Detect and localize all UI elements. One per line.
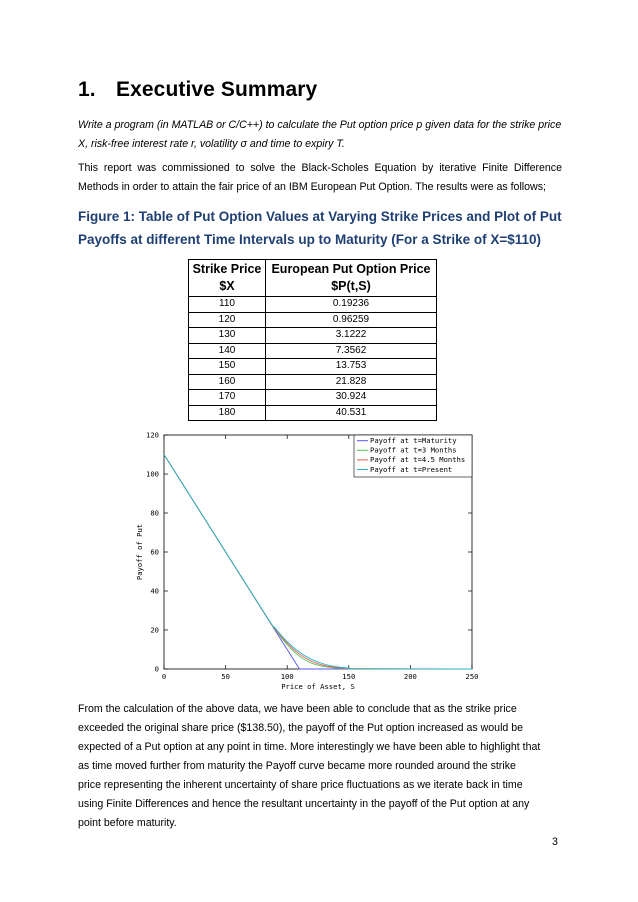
conclusion-line-3: expected of a Put option at any point in time. More interestingly we have been able to highlight that	[78, 741, 541, 753]
header-line: $P(t,S)	[331, 279, 371, 293]
intro-line-2: Methods in order to attain the fair price of an IBM European Put Option. The results were as follows;	[78, 181, 546, 193]
table-row	[189, 328, 437, 344]
series-line-4	[164, 455, 472, 670]
conclusion-paragraph	[78, 700, 562, 833]
table-row	[189, 297, 437, 313]
y-tick-label: 120	[146, 430, 159, 440]
y-tick-label: 0	[154, 664, 159, 674]
conclusion-line-5: price representing the inherent uncertainty of share price fluctuations as we iterate back in time	[78, 779, 523, 791]
section-heading	[78, 78, 317, 102]
legend-label: Payoff at t=Present	[370, 464, 453, 474]
header-line: Strike Price	[192, 262, 262, 276]
y-axis-label: Payoff of Put	[135, 523, 144, 581]
y-tick-label: 80	[150, 508, 159, 518]
section-title: Executive Summary	[116, 78, 318, 101]
legend-label: Payoff at t=3 Months	[370, 445, 457, 455]
legend-label: Payoff at t=Maturity	[370, 436, 457, 445]
legend-label: Payoff at t=4.5 Months	[370, 455, 466, 465]
price-cell: 40.531	[266, 405, 437, 421]
table-header-row	[189, 260, 437, 297]
y-tick-label: 100	[146, 469, 159, 479]
strike-price-header	[189, 260, 266, 297]
price-cell: 0.19236	[266, 297, 437, 313]
price-cell: 3.1222	[266, 328, 437, 344]
payoff-chart	[118, 428, 480, 696]
price-cell: 30.924	[266, 390, 437, 406]
task-prompt: Write a program (in MATLAB or C/C++) to calculate the Put option price p given data for the strike price X, risk-free interest rate r, volatility σ and time to expiry T.	[78, 119, 562, 150]
strike-cell: 110	[189, 297, 266, 313]
strike-cell: 120	[189, 312, 266, 328]
conclusion-line-6: using Finite Differences and hence the resultant uncertainty in the payoff of the Put option at any	[78, 798, 530, 810]
strike-cell: 150	[189, 359, 266, 375]
section-number: 1.	[78, 78, 96, 101]
put-price-header	[266, 260, 437, 297]
table-row	[189, 374, 437, 390]
strike-cell: 140	[189, 343, 266, 359]
x-tick-label: 200	[403, 672, 417, 681]
x-tick-label: 250	[465, 672, 479, 681]
series-line-1	[164, 455, 472, 670]
intro-paragraph	[78, 159, 562, 197]
x-tick-label: 100	[280, 672, 294, 681]
conclusion-line-7: point before maturity.	[78, 817, 177, 829]
x-tick-label: 0	[161, 672, 167, 681]
header-line: $X	[219, 279, 235, 293]
table-row	[189, 405, 437, 421]
strike-cell: 160	[189, 374, 266, 390]
conclusion-line-1: From the calculation of the above data, we have been able to conclude that as the strike price	[78, 703, 517, 715]
table-row	[189, 312, 437, 328]
table-row	[189, 390, 437, 406]
strike-cell: 170	[189, 390, 266, 406]
y-tick-label: 60	[150, 547, 159, 557]
series-line-2	[164, 455, 472, 670]
price-cell: 13.753	[266, 359, 437, 375]
table-row	[189, 343, 437, 359]
price-cell: 0.96259	[266, 312, 437, 328]
price-cell: 7.3562	[266, 343, 437, 359]
figure-title: Figure 1: Table of Put Option Values at Varying Strike Prices and Plot of Put Payoffs at different Time Intervals up to Maturity (For a Strike of X=$110)	[78, 209, 562, 247]
table-row	[189, 359, 437, 375]
x-tick-label: 150	[342, 672, 356, 681]
strike-cell: 180	[189, 405, 266, 421]
conclusion-line-2: exceeded the original share price ($138.50), the payoff of the Put option increased as would be	[78, 722, 524, 734]
series-line-3	[164, 455, 472, 670]
price-cell: 21.828	[266, 374, 437, 390]
strike-cell: 130	[189, 328, 266, 344]
header-line: European Put Option Price	[271, 262, 431, 276]
put-price-table	[188, 259, 437, 421]
x-axis-label: Price of Asset, S	[281, 682, 355, 691]
intro-line-1: This report was commissioned to solve the Black-Scholes Equation by iterative Finite Difference	[78, 162, 562, 174]
conclusion-line-4: as time moved further from maturity the Payoff curve became more rounded around the strike	[78, 760, 516, 772]
page-number: 3	[552, 836, 558, 848]
x-tick-label: 50	[221, 672, 230, 681]
y-tick-label: 20	[150, 625, 159, 635]
y-tick-label: 40	[150, 586, 159, 596]
